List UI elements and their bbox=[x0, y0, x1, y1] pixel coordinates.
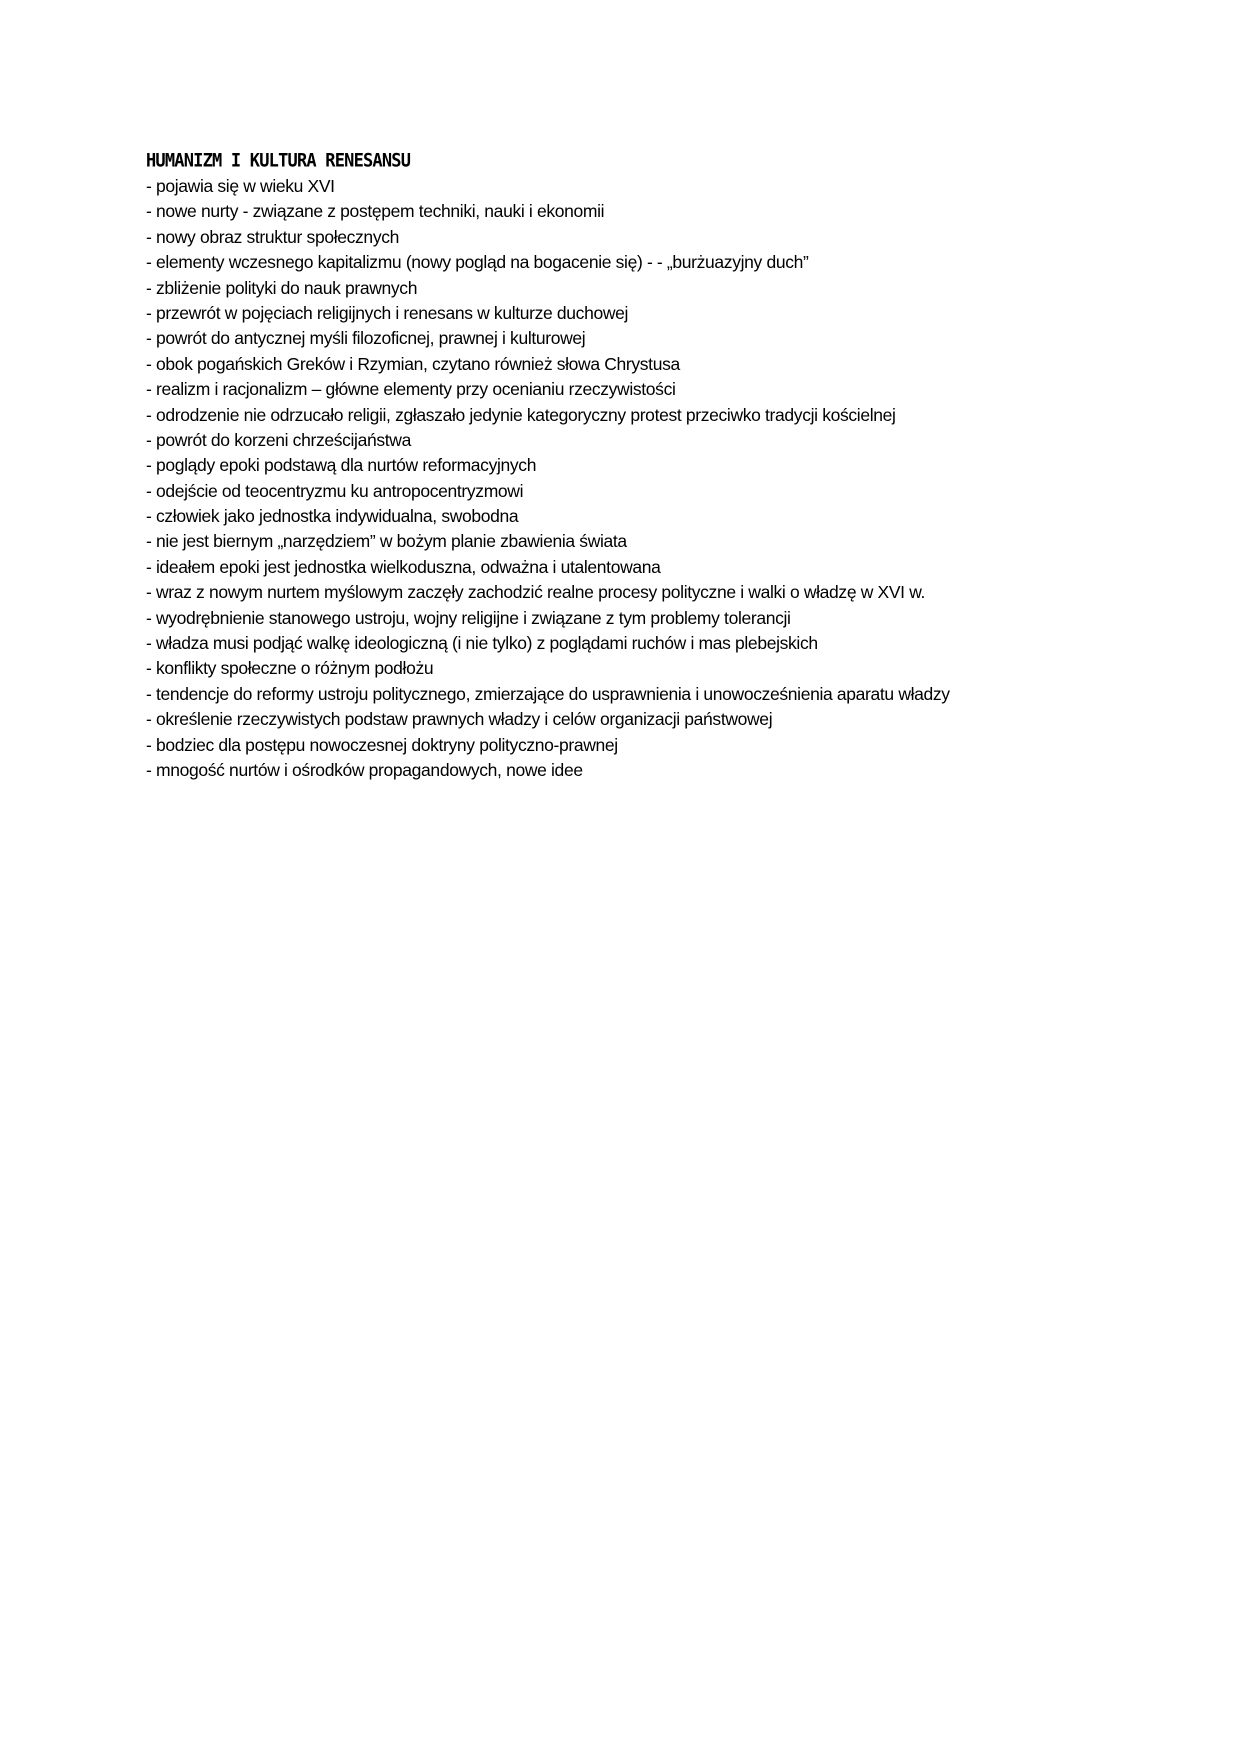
list-item: - bodziec dla postępu nowoczesnej doktryny polityczno-prawnej bbox=[146, 734, 618, 755]
document-title: HUMANIZM I KULTURA RENESANSU bbox=[146, 149, 411, 173]
list-item: - pojawia się w wieku XVI bbox=[146, 176, 335, 196]
list-item: - obok pogańskich Greków i Rzymian, czytano również słowa Chrystusa bbox=[146, 353, 680, 374]
list-item: - wyodrębnienie stanowego ustroju, wojny religijne i związane z tym problemy tolerancji bbox=[146, 607, 791, 628]
bullet-list bbox=[146, 174, 1146, 783]
list-item: - wraz z nowym nurtem myślowym zaczęły zachodzić realne procesy polityczne i walki o władzę w XVI w. bbox=[146, 582, 926, 603]
list-item: - określenie rzeczywistych podstaw prawnych władzy i celów organizacji państwowej bbox=[146, 709, 773, 730]
list-item: - ideałem epoki jest jednostka wielkoduszna, odważna i utalentowana bbox=[146, 556, 661, 577]
list-item: - tendencje do reformy ustroju politycznego, zmierzające do usprawnienia i unowocześnienia aparatu władzy bbox=[146, 683, 950, 704]
list-item: - konflikty społeczne o różnym podłożu bbox=[146, 658, 434, 679]
list-item: - mnogość nurtów i ośrodków propagandowych, nowe idee bbox=[146, 759, 583, 780]
list-item: - elementy wczesnego kapitalizmu (nowy pogląd na bogacenie się) - - „burżuazyjny duch” bbox=[146, 252, 809, 273]
list-item: - władza musi podjąć walkę ideologiczną (i nie tylko) z poglądami ruchów i mas plebejskich bbox=[146, 633, 818, 654]
list-item: - nie jest biernym „narzędziem” w bożym planie zbawienia świata bbox=[146, 531, 627, 552]
list-item: - nowe nurty - związane z postępem techniki, nauki i ekonomii bbox=[146, 201, 605, 222]
list-item: - odejście od teocentryzmu ku antropocentryzmowi bbox=[146, 480, 524, 501]
list-item: - nowy obraz struktur społecznych bbox=[146, 226, 400, 247]
list-item: - powrót do korzeni chrześcijaństwa bbox=[146, 429, 411, 450]
list-item: - zbliżenie polityki do nauk prawnych bbox=[146, 277, 418, 298]
list-item: - człowiek jako jednostka indywidualna, swobodna bbox=[146, 506, 519, 527]
list-item: - poglądy epoki podstawą dla nurtów reformacyjnych bbox=[146, 455, 537, 476]
list-item: - realizm i racjonalizm – główne elementy przy ocenianiu rzeczywistości bbox=[146, 379, 676, 400]
document-content bbox=[146, 148, 1146, 783]
list-item: - przewrót w pojęciach religijnych i renesans w kulturze duchowej bbox=[146, 302, 629, 323]
list-item: - odrodzenie nie odrzucało religii, zgłaszało jedynie kategoryczny protest przeciwko tradycji kościelnej bbox=[146, 404, 896, 425]
list-item: - powrót do antycznej myśli filozoficnej, prawnej i kulturowej bbox=[146, 328, 586, 349]
